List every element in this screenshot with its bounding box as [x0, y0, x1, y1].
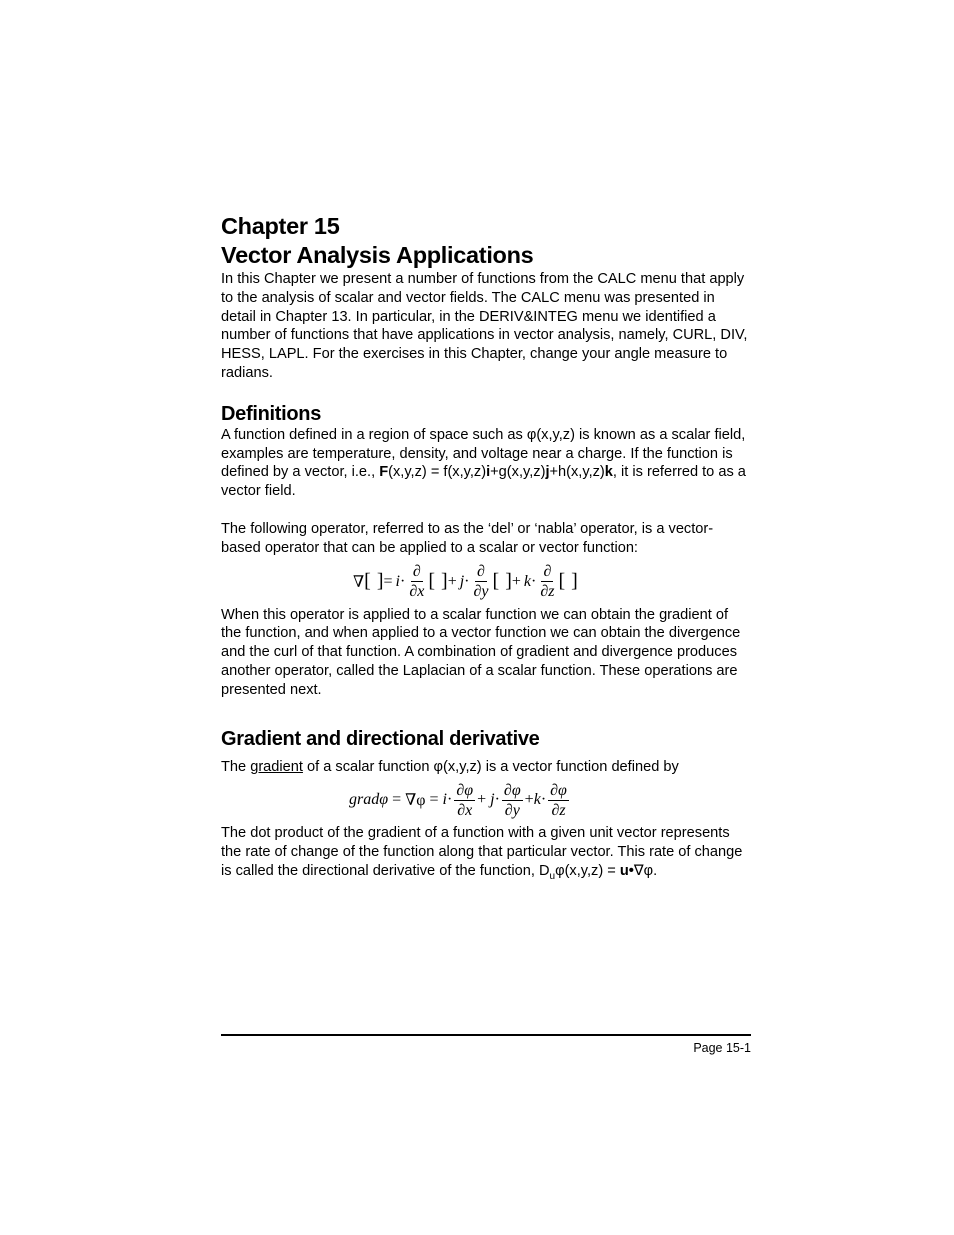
bracket: ]: [571, 570, 578, 593]
numerator: ∂: [543, 563, 552, 581]
bracket: [: [558, 570, 566, 593]
unit-j: j: [490, 791, 495, 809]
gradient-paragraph-2: [221, 824, 751, 886]
bracket: [: [364, 570, 371, 593]
text-run: The dot product of the gradient of a function with a given unit vector represents the rate of change of the function along that particular vector. This rate of change is called the directional derivative of the function, D: [221, 825, 743, 879]
definitions-paragraph-3: When this operator is applied to a scalar function we can obtain the gradient of the function, and when applied to a vector function we can obtain the divergence and the curl of that function. A combination of gradient and divergence produces another operator, called the Laplacian of a scalar function. These operations are presented next.: [221, 606, 741, 698]
plus: +: [477, 791, 487, 809]
unit-k: k: [533, 791, 541, 809]
gradient-heading: Gradient and directional derivative: [221, 727, 540, 750]
dot: ·: [494, 791, 500, 809]
fraction-d-dz: [538, 562, 556, 601]
chapter-title: [221, 212, 751, 270]
unit-j: j: [459, 572, 465, 590]
unit-i: i: [442, 791, 447, 809]
text-run: +h(x,y,z): [549, 464, 605, 481]
text-run: , it is referred to as a vector field.: [221, 464, 746, 500]
plus: +: [511, 572, 521, 590]
chapter-number: Chapter 15: [221, 213, 340, 239]
unit-k: k: [523, 572, 531, 590]
definitions-paragraph-1: [221, 426, 751, 501]
text-run: (x,y,z) = f(x,y,z): [388, 464, 487, 481]
denominator: ∂z: [540, 583, 555, 601]
denominator: ∂y: [473, 583, 489, 601]
text-run: +g(x,y,z): [490, 464, 546, 481]
unit-i: i: [395, 572, 400, 590]
page-footer: [221, 1034, 751, 1055]
bracket: ]: [376, 570, 384, 593]
gradient-paragraph-1: [221, 758, 751, 777]
dot: ·: [540, 791, 547, 809]
intro-paragraph: In this Chapter we present a number of functions from the CALC menu that apply to the analysis of scalar and vector fields. The CALC menu was presented in detail in Chapter 13. In particular, in the DERIV&INTEG menu we identified a number of functions that have applications in vector analysis, namely, CURL, DIV, HESS, LAPL. For the exercises in this Chapter, change your angle measure to radians.: [221, 271, 748, 381]
numerator: ∂: [412, 563, 421, 581]
fraction-dphi-dx: [454, 781, 475, 820]
dot: ·: [531, 572, 537, 590]
dot: ·: [447, 791, 453, 809]
denominator: ∂y: [504, 801, 520, 819]
chapter-name: Vector Analysis Applications: [221, 242, 534, 268]
text-run: A function defined in a region of space such as φ(x,y,z) is known as a scalar field, examples are temperature, density, and voltage near a charge. If the function is defined by a vector, i.e.,: [221, 426, 746, 481]
numerator: ∂φ: [456, 781, 474, 799]
nabla-symbol: ∇: [353, 573, 365, 591]
dot: ·: [400, 572, 406, 590]
fraction-dphi-dz: [548, 781, 569, 820]
dot: ·: [464, 572, 470, 590]
bracket: [: [428, 570, 436, 593]
text-run: The: [221, 758, 251, 775]
equals: =: [429, 791, 439, 809]
gradient-term: gradient: [250, 758, 303, 775]
equals: =: [383, 572, 393, 590]
text-run: φ(x,y,z) =: [555, 862, 620, 879]
bracket: ]: [441, 570, 448, 593]
subscript-u: u: [549, 870, 556, 882]
definitions-paragraph-2: The following operator, referred to as the ‘del’ or ‘nabla’ operator, is a vector-based operator that can be applied to a scalar or vector function:: [221, 520, 714, 556]
page-content: [221, 212, 751, 887]
numerator: ∂: [477, 563, 485, 581]
del-operator-equation: [221, 558, 751, 606]
nabla-phi: ∇φ: [405, 792, 426, 810]
unit-i: i: [486, 464, 491, 481]
plus: +: [447, 572, 457, 590]
denominator: ∂z: [551, 801, 566, 819]
fraction-dphi-dy: [502, 781, 523, 820]
unit-vector-u: u•: [619, 862, 634, 879]
text-run: of a scalar function φ(x,y,z) is a vector function defined by: [302, 758, 679, 775]
fraction-d-dx: [407, 562, 426, 601]
page-number: Page 15-1: [693, 1041, 751, 1055]
unit-k: k: [604, 464, 613, 481]
definitions-heading: Definitions: [221, 402, 322, 425]
fraction-d-dy: [472, 562, 491, 601]
denominator: ∂x: [457, 801, 473, 819]
gradient-equation: [221, 776, 751, 824]
bracket: [: [492, 570, 500, 593]
grad-phi: gradφ: [349, 791, 389, 809]
text-run: ∇φ.: [633, 862, 658, 879]
unit-j: j: [545, 464, 550, 481]
numerator: ∂φ: [503, 781, 521, 799]
bracket: ]: [505, 570, 512, 593]
denominator: ∂x: [409, 583, 425, 601]
equals: =: [392, 791, 402, 809]
plus: +: [524, 791, 534, 809]
vector-F: F: [379, 464, 389, 481]
numerator: ∂φ: [550, 781, 567, 799]
